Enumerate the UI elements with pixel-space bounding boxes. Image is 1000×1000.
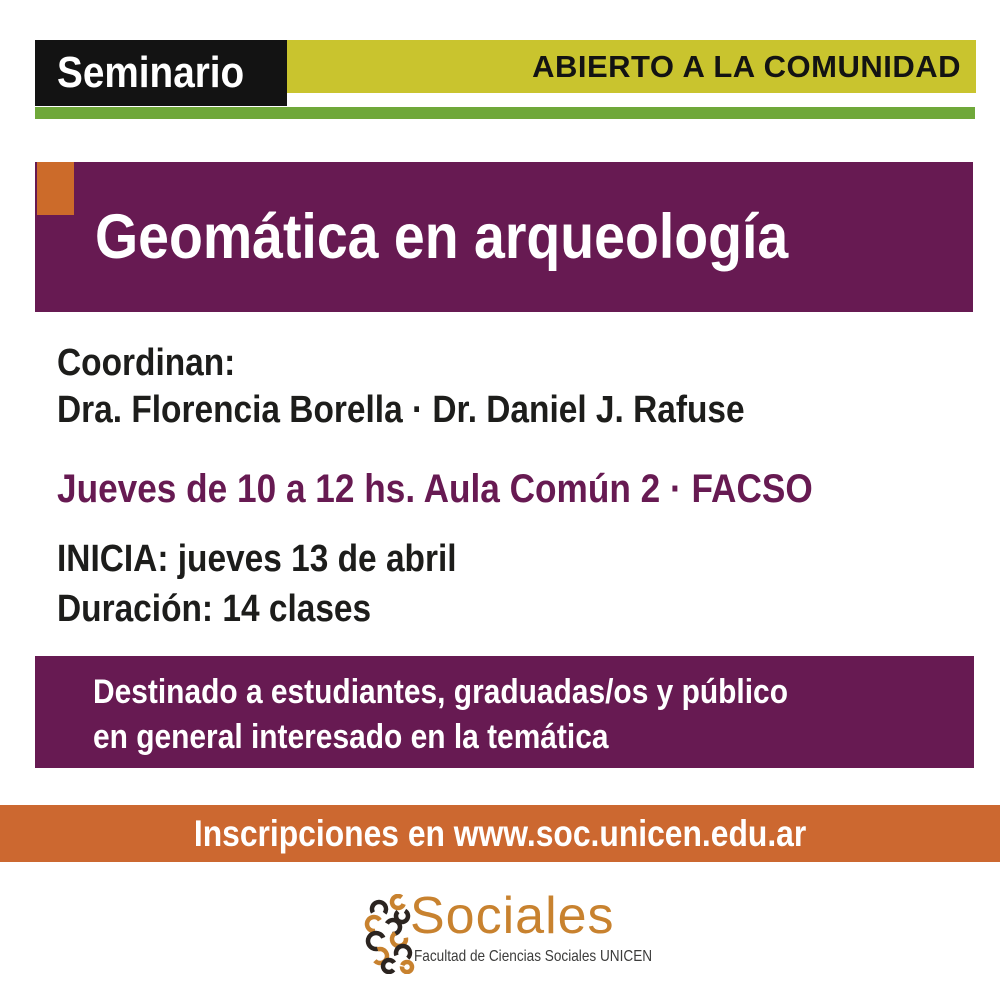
faculty-name-caption: Facultad de Ciencias Sociales UNICEN — [414, 948, 653, 965]
coordinators-label: Coordinan: — [57, 342, 236, 384]
sociales-logo-wordmark: Sociales — [410, 887, 615, 945]
registration-banner — [0, 805, 1000, 862]
orange-accent-square — [37, 162, 74, 215]
open-community-label: ABIERTO A LA COMUNIDAD — [532, 48, 961, 84]
audience-line-2: en general interesado en la temática — [93, 718, 609, 756]
title-banner — [35, 162, 973, 312]
seminar-type-label: Seminario — [57, 48, 245, 97]
duration-line: Duración: 14 clases — [57, 588, 372, 630]
coordinators-names: Dra. Florencia Borella · Dr. Daniel J. Rafuse — [57, 389, 745, 431]
audience-text — [93, 670, 883, 760]
open-community-ribbon — [287, 40, 976, 93]
audience-banner — [35, 656, 974, 768]
registration-url-text: Inscripciones en www.soc.unicen.edu.ar — [193, 812, 807, 854]
schedule-line: Jueves de 10 a 12 hs. Aula Común 2 · FACSO — [57, 467, 813, 511]
green-divider-bar — [35, 107, 975, 119]
page-title: Geomática en arqueología — [95, 202, 789, 272]
start-date-line: INICIA: jueves 13 de abril — [57, 538, 457, 580]
audience-line-1: Destinado a estudiantes, graduadas/os y público — [93, 673, 788, 711]
seminar-type-badge — [35, 40, 287, 106]
